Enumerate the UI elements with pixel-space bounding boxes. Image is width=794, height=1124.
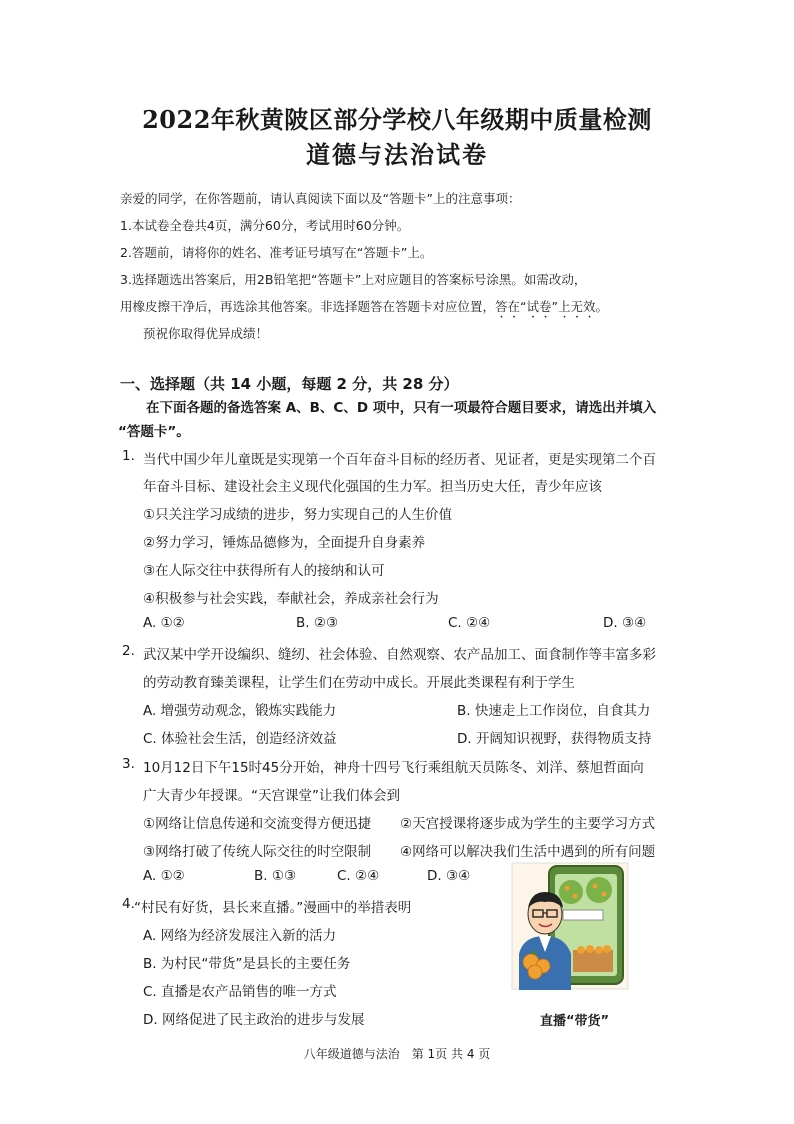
q4-option-c: C. 直播是农产品销售的唯一方式 — [143, 984, 337, 1000]
section-desc-line1: 在下面各题的备选答案 A、B、C、D 项中，只有一项最符合题目要求，请选出并填入 — [146, 400, 657, 416]
notes-item-2: 2.答题前，请将你的姓名、准考证号填写在“答题卡”上。 — [120, 245, 433, 260]
q1-stem-line2: 年奋斗目标、建设社会主义现代化强国的生力军。担当历史大任，青少年应该 — [143, 479, 602, 495]
q2-stem-line1: 武汉某中学开设编织、缝纫、社会体验、自然观察、农产品加工、面食制作等丰富多彩 — [143, 647, 656, 663]
q1-option-a: A. ①② — [143, 615, 185, 631]
q4-number: 4. — [122, 896, 135, 912]
q3-stem-line2: 广大青少年授课。“天宫课堂”让我们体会到 — [143, 788, 400, 804]
q1-option-c: C. ②④ — [448, 615, 491, 631]
q3-option-a: A. ①② — [143, 868, 185, 884]
q3-statement-2: ②天宫授课将逐步成为学生的主要学习方式 — [400, 816, 656, 832]
notes-intro: 亲爱的同学，在你答题前，请认真阅读下面以及“答题卡”上的注意事项： — [120, 191, 521, 206]
q3-stem-line1: 10月12日下午15时45分开始，神舟十四号飞行乘组航天员陈冬、刘洋、蔡旭哲面向 — [143, 760, 644, 776]
q4-option-b: B. 为村民“带货”是县长的主要任务 — [143, 956, 351, 972]
notes-item-1: 1.本试卷全卷共4页，满分60分，考试用时60分钟。 — [120, 218, 410, 233]
q1-statement-1: ①只关注学习成绩的进步，努力实现自己的人生价值 — [143, 507, 453, 523]
q1-option-d: D. ③④ — [603, 615, 647, 631]
notes-item-3-emphasis: 答在“试卷”上无效 — [495, 299, 596, 314]
q3-option-c: C. ②④ — [337, 868, 380, 884]
section-heading: 一、选择题（共 14 小题，每题 2 分，共 28 分） — [120, 375, 459, 393]
q3-number: 3. — [122, 756, 135, 772]
notes-item-3-line2 — [120, 294, 608, 321]
notes-item-3-line1: 3.选择题选出答案后，用2B铅笔把“答题卡”上对应题目的答案标号涂黑。如需改动， — [120, 272, 587, 287]
q2-number: 2. — [122, 643, 135, 659]
q4-stem: “村民有好货，县长来直播。”漫画中的举措表明 — [134, 900, 412, 916]
q2-option-a: A. 增强劳动观念，锻炼实践能力 — [143, 703, 337, 719]
q1-statement-2: ②努力学习，锤炼品德修为，全面提升自身素养 — [143, 535, 426, 551]
notes-item-3-end: 。 — [595, 299, 608, 314]
q1-number: 1. — [122, 448, 135, 464]
cartoon-caption: 直播“带货” — [540, 1014, 610, 1029]
q1-stem-line1: 当代中国少年儿童既是实现第一个百年奋斗目标的经历者、见证者，更是实现第二个百 — [143, 452, 656, 468]
livestream-cartoon-image — [511, 862, 629, 990]
notes-wish: 预祝你取得优异成绩！ — [143, 326, 269, 341]
q1-statement-3: ③在人际交往中获得所有人的接纳和认可 — [143, 563, 385, 579]
page-footer: 八年级道德与法治 第 1页 共 4 页 — [303, 1047, 491, 1061]
q2-option-c: C. 体验社会生活，创造经济效益 — [143, 731, 337, 747]
q3-statement-3: ③网络打破了传统人际交往的时空限制 — [143, 844, 372, 860]
notes-item-3-text: 用橡皮擦干净后，再选涂其他答案。非选择题答在答题卡对应位置， — [120, 299, 496, 314]
q3-option-d: D. ③④ — [427, 868, 471, 884]
exam-title: 2022年秋黄陂区部分学校八年级期中质量检测 — [142, 105, 652, 134]
q3-statement-4: ④网络可以解决我们生活中遇到的所有问题 — [400, 844, 656, 860]
q1-option-b: B. ②③ — [296, 615, 339, 631]
q1-statement-4: ④积极参与社会实践，奉献社会，养成亲社会行为 — [143, 591, 439, 607]
q3-statement-1: ①网络让信息传递和交流变得方便迅捷 — [143, 816, 372, 832]
exam-subject-title: 道德与法治试卷 — [306, 140, 488, 169]
q3-option-b: B. ①③ — [254, 868, 297, 884]
q4-option-d: D. 网络促进了民主政治的进步与发展 — [143, 1012, 365, 1028]
q2-option-d: D. 开阔知识视野，获得物质支持 — [457, 731, 652, 747]
q2-stem-line2: 的劳动教育臻美课程，让学生们在劳动中成长。开展此类课程有利于学生 — [143, 675, 575, 691]
q2-option-b: B. 快速走上工作岗位，自食其力 — [457, 703, 651, 719]
section-desc-line2: “答题卡”。 — [118, 424, 190, 440]
q4-option-a: A. 网络为经济发展注入新的活力 — [143, 928, 337, 944]
